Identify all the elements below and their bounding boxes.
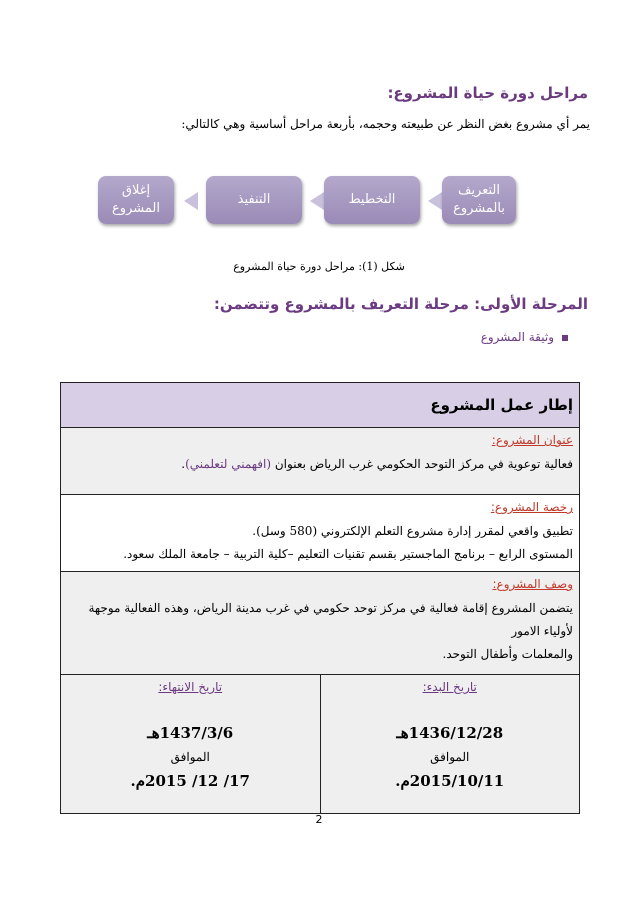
project-title-end: . — [181, 457, 186, 471]
start-date-corresponding: الموافق — [430, 750, 470, 764]
end-date-corresponding: الموافق — [170, 750, 210, 764]
stages-diagram — [98, 176, 516, 226]
project-title-main: فعالية توعوية في مركز التوحد الحكومي غرب الرياض بعنوان — [271, 457, 573, 471]
bullet-text: وثيقة المشروع — [480, 330, 554, 344]
start-date-cell — [320, 675, 580, 814]
start-date-gregorian: 2015/10/11م. — [395, 772, 505, 790]
description-line2: والمعلمات وأطفال التوحد. — [442, 646, 573, 661]
start-date-label: تاريخ البدء: — [422, 680, 477, 694]
stage-planning — [324, 176, 420, 224]
arrow-icon — [310, 192, 324, 210]
section-heading-phase1: المرحلة الأولى: مرحلة التعريف بالمشروع وتتضمن: — [213, 295, 588, 313]
description-line1: يتضمن المشروع إقامة فعالية في مركز توحد حكومي في غرب مدينة الرياض، وهذه الفعالية موجهة لأولياء الامور — [88, 601, 573, 638]
bullet-project-document — [481, 330, 568, 344]
project-title-label: عنوان المشروع: — [491, 433, 573, 447]
lifecycle-intro: يمر أي مشروع بغض النظر عن طبيعته وحجمه، بأربعة مراحل أساسية وهي كالتالي: — [181, 117, 590, 131]
stage-execution-label: التنفيذ — [237, 191, 271, 207]
stage-closing — [98, 176, 174, 224]
stage-execution — [206, 176, 302, 224]
page-number: 2 — [315, 813, 323, 826]
end-date-label: تاريخ الانتهاء: — [158, 680, 223, 694]
end-date-hijri: 1437/3/6هـ — [147, 724, 234, 742]
stage-definition-line2: بالمشروع — [453, 201, 505, 216]
project-title-text — [67, 453, 573, 476]
section-heading-lifecycle: مراحل دورة حياة المشروع: — [387, 84, 588, 102]
end-date-cell — [61, 675, 321, 814]
start-date-hijri: 1436/12/28هـ — [396, 724, 504, 742]
project-title-highlight: (افهمني لتعلمني) — [185, 457, 272, 471]
arrow-icon — [184, 192, 198, 210]
stage-definition-line1: التعريف — [457, 182, 500, 198]
figure-caption: شكل (1): مراحل دورة حياة المشروع — [233, 260, 405, 273]
project-frame-table — [60, 382, 580, 814]
arrow-icon — [428, 192, 442, 210]
stage-closing-line2: المشروع — [112, 201, 160, 216]
license-cell — [61, 495, 580, 572]
description-cell — [61, 572, 580, 675]
license-label: رخصة المشروع: — [490, 500, 573, 514]
square-bullet-icon — [562, 335, 568, 341]
license-line1: تطبيق واقعي لمقرر إدارة مشروع التعلم الإلكتروني (580 وسل). — [252, 524, 573, 538]
stage-planning-label: التخطيط — [348, 191, 396, 207]
description-label: وصف المشروع: — [492, 577, 573, 591]
project-title-cell — [61, 428, 580, 495]
end-date-gregorian: 17/ 12/ 2015م. — [130, 772, 250, 790]
stage-definition — [442, 176, 516, 224]
stage-closing-line1: إغلاق — [121, 182, 151, 198]
license-line2: المستوى الرابع – برنامج الماجستير بقسم تقنيات التعليم –كلية التربية – جامعة الملك سعود. — [123, 546, 573, 561]
frame-title: إطار عمل المشروع — [61, 383, 580, 428]
